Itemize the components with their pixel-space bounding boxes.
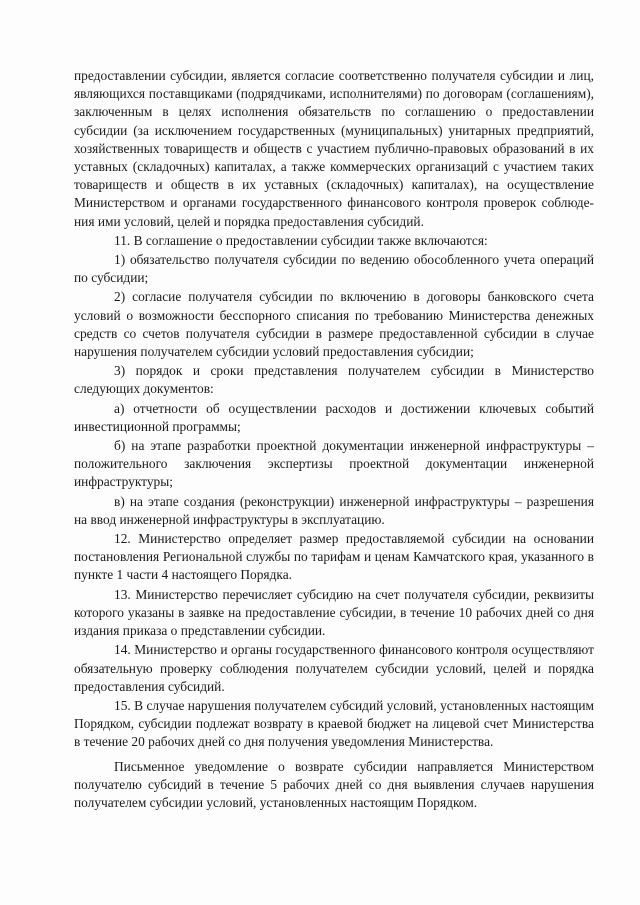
paragraph-subitem-1: 1) обязательство получателя субсидии по ведению обособленного учета операций по субсидии;: [74, 252, 594, 286]
paragraph-item-14: 14. Министерство и органы государственного финансового контроля осуществляют обязательную проверку соблюдения получателем субсидии условий, целей и порядка предоставления субсидий.: [74, 642, 594, 694]
paragraph-subitem-3: 3) порядок и сроки представления получателем субсидии в Министерство следующих документов:: [74, 363, 594, 397]
paragraph-subitem-a: а) отчетности об осуществлении расходов и достижении ключевых событий инвестиционной программы;: [74, 400, 594, 434]
paragraph-item-15: 15. В случае нарушения получателем субсидий условий, установленных настоящим Порядком, субсидии подлежат возврату в краевой бюджет на лицевой счет Министерства в течение 20 рабочих дней со дня получения уведомления Министерства.: [74, 697, 594, 750]
paragraph-subitem-2: 2) согласие получателя субсидии по включению в договоры банковского счета условий о возможности бесспорного списания по требованию Министерства денежных средств со счетов получателя субсидии в размере предоставленной субсидии в случае нарушения получателем субсидии условий предоставления субсидии;: [74, 289, 594, 360]
paragraph-subitem-v: в) на этапе создания (реконструкции) инженерной инфраструктуры – разрешения на ввод инженерной инфраструктуры в эксплуатацию.: [74, 493, 594, 527]
paragraph-item-11: 11. В соглашение о предоставлении субсидии также включаются:: [114, 232, 488, 248]
paragraph-subitem-b: б) на этапе разработки проектной документации инженерной инфраструктуры – положительного заключения экспертизы проектной документации инженерной инфраструктуры;: [74, 438, 594, 490]
document-body: [74, 67, 594, 812]
paragraph-continuation: предоставлении субсидии, является согласие соответственно получателя субсидии и лиц, являющихся поставщиками (подрядчиками, исполнителями) по договорам (соглашениям), заключенным в целях исполнения обязательств по соглашению о предоставлении субсидии (за исключением государственных (муниципальных) унитарных предприятий, хозяйственных товариществ и обществ с участием публично-правовых образований в их уставных (складочных) капиталах, а также коммерческих организаций с участием таких товариществ и обществ в их уставных (складочных) капиталах), на осуществление Министерством и органами государственного финансового контроля проверок соблюдения ими условий, целей и порядка предоставления субсидий.: [74, 68, 594, 229]
paragraph-item-12: 12. Министерство определяет размер предоставляемой субсидии на основании постановления Региональной службы по тарифам и ценам Камчатского края, указанного в пункте 1 части 4 настоящего Порядка.: [74, 531, 594, 583]
paragraph-item-13: 13. Министерство перечисляет субсидию на счет получателя субсидии, реквизиты которого указаны в заявке на предоставление субсидии, в течение 10 рабочих дней со дня издания приказа о представлении субсидии.: [74, 586, 594, 639]
paragraph-notice: Письменное уведомление о возврате субсидии направляется Министерством получателю субсидий в течение 5 рабочих дней со дня выявления случаев нарушения получателем субсидии условий, установленных настоящим Порядком.: [74, 758, 594, 810]
